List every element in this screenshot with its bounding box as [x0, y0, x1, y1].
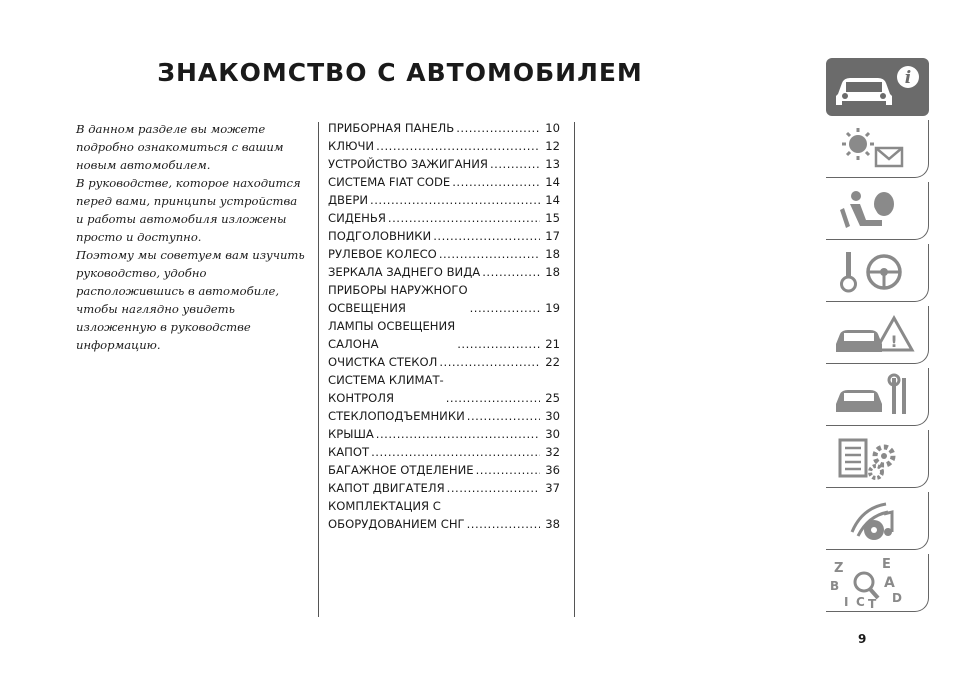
svg-text:!: ! — [890, 332, 898, 351]
toc-entry[interactable] — [328, 209, 560, 227]
toc-entry[interactable] — [328, 353, 560, 371]
multimedia-icon — [826, 492, 926, 550]
toc-entry[interactable] — [328, 227, 560, 245]
toc-dot-leader — [447, 479, 540, 497]
toc-entry[interactable] — [328, 425, 560, 443]
toc-dot-leader — [467, 515, 540, 533]
toc-dot-leader — [376, 425, 540, 443]
toc-entry-page: 18 — [545, 265, 560, 279]
toc-entry-page: 32 — [545, 445, 560, 459]
page-title: ЗНАКОМСТВО С АВТОМОБИЛЕМ — [157, 58, 643, 87]
toc-entry-title: СИСТЕМА КЛИМАТ- КОНТРОЛЯ — [328, 373, 444, 405]
page-number: 9 — [858, 632, 867, 646]
toc-entry[interactable] — [328, 155, 560, 173]
index-letter: E — [882, 557, 891, 572]
tab-starting-driving[interactable] — [826, 244, 929, 302]
toc-entry-page: 21 — [545, 337, 560, 351]
toc-entry[interactable] — [328, 245, 560, 263]
toc-entry-title: КАПОТ — [328, 445, 370, 459]
toc-entry-title: БАГАЖНОЕ ОТДЕЛЕНИЕ — [328, 463, 474, 477]
table-of-contents — [328, 119, 560, 533]
toc-dot-leader — [470, 299, 540, 317]
toc-entry-title: СТЕКЛОПОДЪЕМНИКИ — [328, 409, 465, 423]
toc-entry-page: 22 — [545, 355, 560, 369]
toc-entry-title: РУЛЕВОЕ КОЛЕСО — [328, 247, 437, 261]
toc-entry-title: СИСТЕМА FIAT CODE — [328, 175, 451, 189]
car-service-icon — [826, 368, 926, 426]
toc-entry-title: УСТРОЙСТВО ЗАЖИГАНИЯ — [328, 157, 488, 171]
toc-entry-page: 37 — [545, 481, 560, 495]
toc-dot-leader — [456, 119, 540, 137]
toc-dot-leader — [476, 461, 540, 479]
tab-lights-messages[interactable] — [826, 120, 929, 178]
toc-dot-leader — [452, 173, 540, 191]
toc-dot-leader — [446, 389, 540, 407]
toc-entry-page: 18 — [545, 247, 560, 261]
toc-entry[interactable] — [328, 281, 560, 317]
seat-airbag-icon — [826, 182, 926, 240]
toc-entry-title: КАПОТ ДВИГАТЕЛЯ — [328, 481, 445, 495]
toc-entry-page: 19 — [545, 301, 560, 315]
toc-entry-page: 12 — [545, 139, 560, 153]
tab-technical-data[interactable] — [826, 430, 929, 488]
toc-dot-leader — [376, 137, 540, 155]
toc-dot-leader — [490, 155, 540, 173]
toc-entry[interactable] — [328, 443, 560, 461]
toc-dot-leader — [467, 407, 540, 425]
car-warning-icon — [826, 306, 926, 364]
toc-entry[interactable] — [328, 191, 560, 209]
specs-gear-icon — [826, 430, 926, 488]
alphabetical-index-icon — [826, 554, 926, 612]
tab-multimedia[interactable] — [826, 492, 929, 550]
toc-entry-title: КОМПЛЕКТАЦИЯ С ОБОРУДОВАНИЕМ СНГ — [328, 499, 465, 531]
intro-paragraph: Поэтому мы советуем вам изучить руководство, удобно расположившись в автомобиле, чтобы наглядно увидеть изложенную в руководстве информацию. — [76, 248, 305, 352]
toc-entry-page: 30 — [545, 427, 560, 441]
toc-entry-page: 14 — [545, 175, 560, 189]
tab-emergency[interactable] — [826, 306, 929, 364]
toc-entry-title: ЛАМПЫ ОСВЕЩЕНИЯ САЛОНА — [328, 319, 456, 351]
toc-entry-page: 17 — [545, 229, 560, 243]
toc-dot-leader — [482, 263, 540, 281]
toc-dot-leader — [439, 353, 540, 371]
toc-entry-page: 25 — [545, 391, 560, 405]
tab-car-info[interactable] — [826, 58, 929, 116]
toc-entry-page: 10 — [545, 121, 560, 135]
toc-entry-title: ОЧИСТКА СТЕКОЛ — [328, 355, 438, 369]
lights-message-icon — [826, 120, 926, 178]
intro-paragraph: В руководстве, которое находится перед вами, принципы устройства и работы автомобиля изложены просто и доступно. — [76, 176, 301, 244]
tab-maintenance[interactable] — [826, 368, 929, 426]
column-divider — [318, 122, 319, 617]
index-letter: B — [830, 579, 840, 593]
toc-entry-page: 30 — [545, 409, 560, 423]
index-letter: I — [844, 595, 849, 609]
index-letter: A — [884, 575, 895, 591]
toc-entry-title: ЗЕРКАЛА ЗАДНЕГО ВИДА — [328, 265, 481, 279]
toc-entry[interactable] — [328, 497, 560, 533]
toc-dot-leader — [388, 209, 540, 227]
tab-index[interactable] — [826, 554, 929, 612]
toc-entry-page: 36 — [545, 463, 560, 477]
svg-text:i: i — [904, 68, 912, 88]
toc-entry[interactable] — [328, 263, 560, 281]
index-letter: D — [892, 591, 902, 605]
index-letter: Z — [834, 561, 844, 576]
toc-dot-leader — [371, 443, 540, 461]
toc-dot-leader — [457, 335, 540, 353]
toc-entry[interactable] — [328, 407, 560, 425]
intro-text — [76, 120, 308, 354]
car-info-icon — [826, 58, 926, 116]
toc-entry-page: 38 — [545, 517, 560, 531]
index-letter: C — [856, 595, 865, 609]
tab-safety[interactable] — [826, 182, 929, 240]
key-steering-wheel-icon — [826, 244, 926, 302]
toc-entry[interactable] — [328, 461, 560, 479]
toc-entry-title: ПРИБОРЫ НАРУЖНОГО ОСВЕЩЕНИЯ — [328, 283, 468, 315]
index-letter: T — [868, 597, 877, 611]
toc-entry[interactable] — [328, 137, 560, 155]
toc-entry-title: ДВЕРИ — [328, 193, 369, 207]
toc-entry-title: КРЫША — [328, 427, 374, 441]
toc-entry[interactable] — [328, 119, 560, 137]
intro-paragraph: В данном разделе вы можете подробно ознакомиться с вашим новым автомобилем. — [76, 122, 284, 172]
toc-entry-title: СИДЕНЬЯ — [328, 211, 386, 225]
toc-entry-page: 15 — [545, 211, 560, 225]
toc-entry[interactable] — [328, 317, 560, 353]
toc-entry[interactable] — [328, 479, 560, 497]
toc-dot-leader — [433, 227, 540, 245]
toc-entry[interactable] — [328, 173, 560, 191]
toc-entry-page: 14 — [545, 193, 560, 207]
toc-dot-leader — [370, 191, 540, 209]
toc-entry[interactable] — [328, 371, 560, 407]
toc-entry-title: ПРИБОРНАЯ ПАНЕЛЬ — [328, 121, 455, 135]
toc-entry-title: ПОДГОЛОВНИКИ — [328, 229, 432, 243]
column-divider — [574, 122, 575, 617]
toc-entry-title: КЛЮЧИ — [328, 139, 375, 153]
toc-dot-leader — [439, 245, 540, 263]
toc-entry-page: 13 — [545, 157, 560, 171]
